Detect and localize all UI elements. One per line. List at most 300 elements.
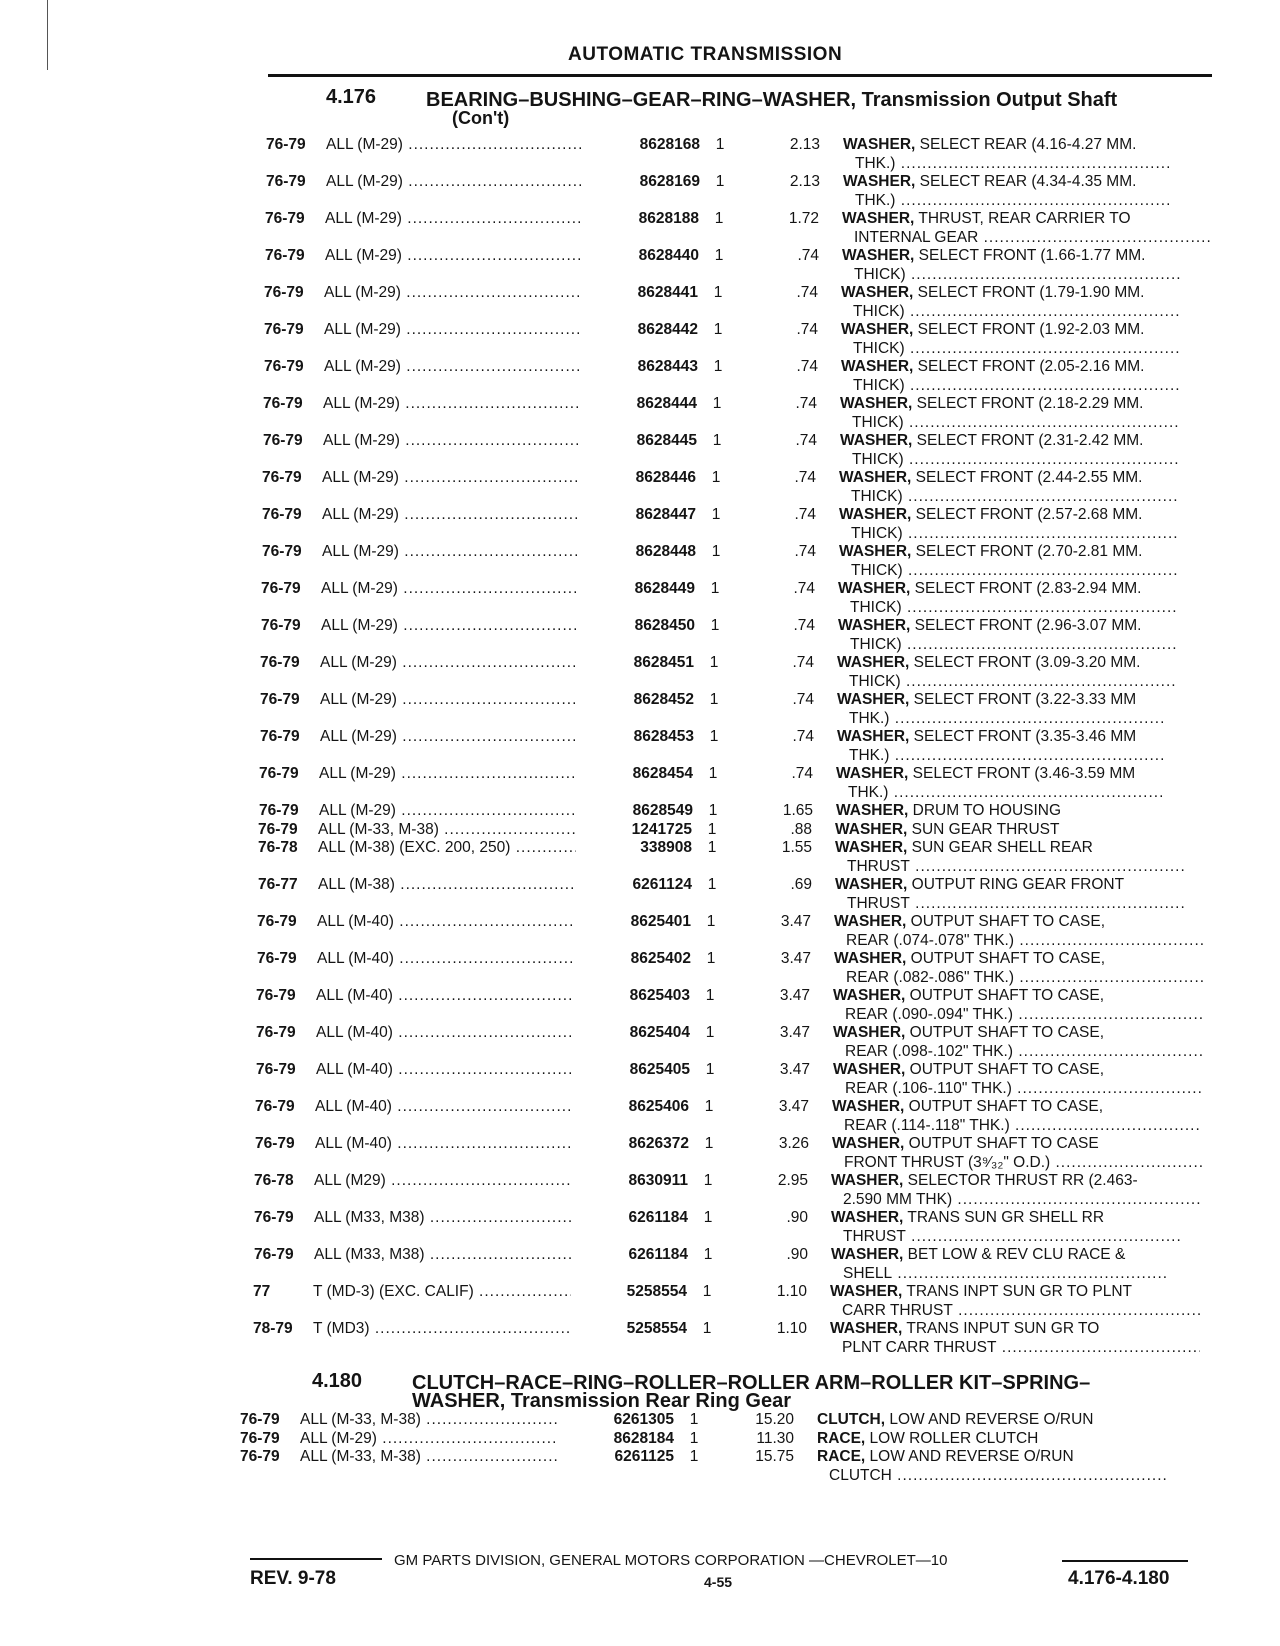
price: 2.13 xyxy=(789,136,820,153)
part-number: 8628184 xyxy=(613,1429,674,1447)
table-row xyxy=(0,1171,1268,1209)
description-name: WASHER, xyxy=(835,820,908,838)
part-number: 8628448 xyxy=(635,543,696,560)
description-line-2: REAR (.114-.118" THK.) ..... xyxy=(832,1116,1202,1135)
year-range: 76-79 xyxy=(240,1448,280,1465)
table-row xyxy=(0,468,1276,506)
quantity: 1 xyxy=(703,1172,713,1189)
part-description xyxy=(837,727,1207,765)
description-line-2: CLUTCH ..... xyxy=(817,1466,1187,1485)
description-line-1 xyxy=(831,1208,1201,1227)
table-row xyxy=(0,838,1272,876)
description-line-1 xyxy=(830,1319,1200,1338)
table-row xyxy=(0,320,1278,358)
year-range: 77 xyxy=(253,1283,271,1300)
table-row xyxy=(0,616,1275,654)
part-description xyxy=(830,1282,1200,1320)
quantity: 1 xyxy=(708,765,718,782)
description-name: RACE, xyxy=(817,1448,866,1465)
year-range: 76-79 xyxy=(256,1024,296,1041)
table-row xyxy=(0,1097,1269,1135)
table-row xyxy=(0,1319,1267,1357)
table-row xyxy=(0,820,1272,839)
year-range: 76-79 xyxy=(258,820,298,838)
part-description xyxy=(843,135,1213,173)
description-detail: SELECT REAR (4.34-4.35 MM. xyxy=(915,173,1137,190)
model-application: ALL (M-33, M-38) ..... xyxy=(300,1447,558,1466)
description-line-2: THK.) ..... xyxy=(836,783,1206,802)
table-row xyxy=(0,912,1271,950)
description-detail: SUN GEAR SHELL REAR xyxy=(907,839,1093,856)
price: .74 xyxy=(791,765,813,782)
price: .74 xyxy=(794,506,816,523)
price: .74 xyxy=(794,543,816,560)
description-detail: SELECT FRONT (1.79-1.90 MM. xyxy=(913,284,1145,301)
description-line-2: THICK) ..... xyxy=(838,635,1208,654)
model-application: ALL (M29) ..... xyxy=(314,1171,572,1190)
description-name: WASHER, xyxy=(834,913,907,930)
quantity: 1 xyxy=(689,1411,699,1428)
model-application: ALL (M-40) ..... xyxy=(315,1134,573,1153)
year-range: 76-79 xyxy=(262,506,302,523)
price: 1.65 xyxy=(782,802,813,819)
description-name: CLUTCH, xyxy=(817,1411,886,1428)
description-name: WASHER, xyxy=(830,1320,903,1337)
description-detail: LOW AND REVERSE O/RUN xyxy=(885,1411,1094,1428)
year-range: 76-79 xyxy=(259,802,299,819)
year-range: 76-77 xyxy=(258,876,298,893)
quantity: 1 xyxy=(714,210,724,227)
table-row xyxy=(0,1134,1269,1172)
year-range: 76-79 xyxy=(261,580,301,597)
quantity: 1 xyxy=(711,469,721,486)
part-description xyxy=(833,1060,1203,1098)
price: 3.47 xyxy=(780,950,811,967)
quantity: 1 xyxy=(712,432,722,449)
description-line-1 xyxy=(832,1134,1202,1153)
section-title-2-rest: Transmission Rear Ring Gear xyxy=(505,1390,791,1412)
model-application: T (MD-3) (EXC. CALIF) ..... xyxy=(313,1282,571,1301)
model-application: ALL (M-29) ..... xyxy=(323,431,581,450)
part-number: 338908 xyxy=(640,839,692,856)
model-application: ALL (M-40) ..... xyxy=(316,986,574,1005)
description-name: WASHER, xyxy=(842,247,915,264)
description-detail: SELECT FRONT (2.44-2.55 MM. xyxy=(911,469,1143,486)
description-name: WASHER, xyxy=(833,1024,906,1041)
quantity: 1 xyxy=(704,1135,714,1152)
description-name: WASHER, xyxy=(841,321,914,338)
part-number: 8625406 xyxy=(628,1098,689,1115)
description-line-1 xyxy=(837,653,1207,672)
model-application: ALL (M-29) ..... xyxy=(323,394,581,413)
part-description xyxy=(843,172,1213,210)
quantity: 1 xyxy=(712,395,722,412)
part-description xyxy=(842,209,1212,247)
part-description xyxy=(831,1208,1201,1246)
description-detail: LOW AND REVERSE O/RUN xyxy=(865,1448,1074,1465)
description-line-1 xyxy=(833,1023,1203,1042)
section-title-bold: BEARING–BUSHING–GEAR–RING–WASHER, xyxy=(426,89,857,111)
model-application: ALL (M-29) ..... xyxy=(300,1429,558,1448)
description-detail: SELECT FRONT (2.83-2.94 MM. xyxy=(910,580,1142,597)
description-line-1 xyxy=(843,172,1213,191)
price: 3.26 xyxy=(778,1135,809,1152)
description-line-1 xyxy=(836,801,1206,820)
price: 15.20 xyxy=(755,1411,794,1428)
model-application: ALL (M-33, M-38) ..... xyxy=(318,820,576,839)
part-description xyxy=(836,801,1206,820)
description-line-2: THICK) ..... xyxy=(841,376,1211,395)
price: .69 xyxy=(790,876,812,893)
description-name: WASHER, xyxy=(838,617,911,634)
description-line-1 xyxy=(835,838,1205,857)
description-line-1 xyxy=(831,1245,1201,1264)
price: 1.10 xyxy=(776,1320,807,1337)
part-description xyxy=(836,764,1206,802)
part-description xyxy=(839,542,1209,580)
description-line-1 xyxy=(817,1429,1187,1448)
part-description xyxy=(835,820,1205,839)
model-application: ALL (M-38) ..... xyxy=(318,875,576,894)
page-header-title: AUTOMATIC TRANSMISSION xyxy=(568,44,843,65)
description-name: WASHER, xyxy=(837,728,910,745)
part-number: 8625405 xyxy=(629,1061,690,1078)
price: 2.95 xyxy=(777,1172,808,1189)
description-name: WASHER, xyxy=(832,1135,905,1152)
quantity: 1 xyxy=(711,506,721,523)
price: .74 xyxy=(795,432,817,449)
table-row xyxy=(0,542,1276,580)
description-line-2: THK.) ..... xyxy=(843,154,1213,173)
description-detail: TRANS INPT SUN GR TO PLNT xyxy=(902,1283,1133,1300)
description-line-1 xyxy=(839,468,1209,487)
model-application: ALL (M-29) ..... xyxy=(324,320,582,339)
description-line-1 xyxy=(817,1410,1187,1429)
revision-label: REV. 9-78 xyxy=(250,1568,336,1589)
year-range: 76-79 xyxy=(265,210,305,227)
table-row xyxy=(0,1429,1254,1448)
description-name: WASHER, xyxy=(835,839,908,856)
quantity: 1 xyxy=(704,1098,714,1115)
model-application: ALL (M-29) ..... xyxy=(319,801,577,820)
quantity: 1 xyxy=(713,358,723,375)
part-number: 5258554 xyxy=(626,1320,687,1337)
part-number: 8625402 xyxy=(630,950,691,967)
price: .74 xyxy=(792,691,814,708)
quantity: 1 xyxy=(702,1320,712,1337)
description-line-2: THICK) ..... xyxy=(837,672,1207,691)
description-name: WASHER, xyxy=(839,543,912,560)
description-detail: OUTPUT RING GEAR FRONT xyxy=(907,876,1125,893)
part-number: 8628445 xyxy=(636,432,697,449)
price: .74 xyxy=(796,358,818,375)
description-line-1 xyxy=(840,394,1210,413)
description-name: WASHER, xyxy=(834,950,907,967)
year-range: 76-79 xyxy=(256,1061,296,1078)
table-row xyxy=(0,431,1277,469)
description-detail: TRANS SUN GR SHELL RR xyxy=(903,1209,1105,1226)
year-range: 76-79 xyxy=(257,913,297,930)
part-description xyxy=(841,357,1211,395)
description-name: WASHER, xyxy=(833,1061,906,1078)
model-application: ALL (M-40) ..... xyxy=(315,1097,573,1116)
year-range: 76-79 xyxy=(255,1135,295,1152)
description-name: WASHER, xyxy=(836,765,909,782)
description-line-2: THK.) ..... xyxy=(843,191,1213,210)
model-application: ALL (M-29) ..... xyxy=(322,468,580,487)
year-range: 76-79 xyxy=(262,543,302,560)
year-range: 76-79 xyxy=(266,136,306,153)
model-application: ALL (M-40) ..... xyxy=(317,912,575,931)
description-line-1 xyxy=(839,505,1209,524)
model-application: ALL (M-29) ..... xyxy=(326,135,584,154)
table-row xyxy=(0,801,1273,820)
description-line-2: THICK) ..... xyxy=(839,524,1209,543)
year-range: 76-79 xyxy=(261,617,301,634)
part-description xyxy=(837,653,1207,691)
quantity: 1 xyxy=(705,1061,715,1078)
description-line-2: THICK) ..... xyxy=(840,450,1210,469)
part-number: 8628450 xyxy=(634,617,695,634)
description-line-1 xyxy=(840,431,1210,450)
quantity: 1 xyxy=(703,1209,713,1226)
description-name: WASHER, xyxy=(838,580,911,597)
description-name: WASHER, xyxy=(840,395,913,412)
part-number: 8628453 xyxy=(633,728,694,745)
year-range: 78-79 xyxy=(253,1320,293,1337)
description-name: WASHER, xyxy=(831,1246,904,1263)
model-application: ALL (M-29) ..... xyxy=(319,764,577,783)
quantity: 1 xyxy=(706,950,716,967)
part-description xyxy=(834,949,1204,987)
part-description xyxy=(831,1171,1201,1209)
part-description xyxy=(831,1245,1201,1283)
quantity: 1 xyxy=(711,543,721,560)
part-description xyxy=(838,616,1208,654)
description-line-2: 2.590 MM THK) ..... xyxy=(831,1190,1201,1209)
price: .74 xyxy=(793,580,815,597)
table-row xyxy=(0,764,1273,802)
part-number: 8630911 xyxy=(628,1172,688,1189)
price: .74 xyxy=(795,395,817,412)
quantity: 1 xyxy=(709,654,719,671)
part-number: 8625401 xyxy=(630,913,691,930)
description-line-2: REAR (.082-.086" THK.) ..... xyxy=(834,968,1204,987)
year-range: 76-79 xyxy=(264,321,304,338)
section-title-2-bold: WASHER, xyxy=(412,1390,506,1412)
quantity: 1 xyxy=(715,173,725,190)
part-number: 5258554 xyxy=(626,1283,687,1300)
table-row xyxy=(0,1447,1254,1485)
description-detail: SELECT FRONT (1.66-1.77 MM. xyxy=(914,247,1146,264)
description-name: WASHER, xyxy=(841,358,914,375)
part-description xyxy=(835,875,1205,913)
description-detail: BET LOW & REV CLU RACE & xyxy=(903,1246,1126,1263)
table-row xyxy=(0,579,1275,617)
description-line-2: THK.) ..... xyxy=(837,746,1207,765)
price: .74 xyxy=(793,617,815,634)
part-number: 8628188 xyxy=(638,210,699,227)
description-line-1 xyxy=(834,912,1204,931)
description-detail: OUTPUT SHAFT TO CASE, xyxy=(905,1061,1105,1078)
description-line-1 xyxy=(833,1060,1203,1079)
table-row xyxy=(0,1245,1268,1283)
description-line-2: FRONT THRUST (3⁹⁄₃₂" O.D.) ..... xyxy=(832,1153,1202,1172)
quantity: 1 xyxy=(707,876,717,893)
table-row xyxy=(0,209,1279,247)
price: .74 xyxy=(797,247,819,264)
model-application: ALL (M-29) ..... xyxy=(320,653,578,672)
year-range: 76-79 xyxy=(260,691,300,708)
quantity: 1 xyxy=(714,247,724,264)
header-rule xyxy=(268,74,1212,77)
description-line-1 xyxy=(832,1097,1202,1116)
description-detail: OUTPUT SHAFT TO CASE, xyxy=(905,987,1105,1004)
part-number: 8628444 xyxy=(636,395,697,412)
part-description xyxy=(832,1097,1202,1135)
part-number: 8628449 xyxy=(634,580,695,597)
description-line-1 xyxy=(841,283,1211,302)
description-detail: OUTPUT SHAFT TO CASE xyxy=(904,1135,1099,1152)
description-line-1 xyxy=(817,1447,1187,1466)
description-detail: SUN GEAR THRUST xyxy=(907,820,1060,838)
year-range: 76-79 xyxy=(259,765,299,782)
price: 1.72 xyxy=(788,210,819,227)
quantity: 1 xyxy=(713,321,723,338)
price: 3.47 xyxy=(780,913,811,930)
description-detail: SELECT FRONT (3.22-3.33 MM xyxy=(909,691,1137,708)
part-number: 8628447 xyxy=(635,506,696,523)
section-range: 4.176-4.180 xyxy=(1068,1568,1170,1589)
part-description xyxy=(834,912,1204,950)
part-number: 8628549 xyxy=(632,802,693,819)
description-line-1 xyxy=(841,357,1211,376)
part-number: 8628451 xyxy=(633,654,694,671)
part-number: 8628454 xyxy=(632,765,693,782)
table-row xyxy=(0,690,1274,728)
description-name: WASHER, xyxy=(840,432,913,449)
quantity: 1 xyxy=(709,691,719,708)
year-range: 76-79 xyxy=(240,1411,280,1428)
model-application: T (MD3) ..... xyxy=(313,1319,571,1338)
description-name: WASHER, xyxy=(836,802,909,819)
part-description xyxy=(841,320,1211,358)
part-description xyxy=(833,1023,1203,1061)
year-range: 76-79 xyxy=(260,728,300,745)
year-range: 76-78 xyxy=(258,839,298,856)
description-line-2: PLNT CARR THRUST ..... xyxy=(830,1338,1200,1357)
part-description xyxy=(839,468,1209,506)
table-row xyxy=(0,986,1270,1024)
description-detail: OUTPUT SHAFT TO CASE, xyxy=(906,913,1106,930)
price: .90 xyxy=(786,1246,808,1263)
table-row xyxy=(0,246,1279,284)
model-application: ALL (M-29) ..... xyxy=(325,209,583,228)
description-line-1 xyxy=(841,320,1211,339)
description-line-2: THRUST ..... xyxy=(835,857,1205,876)
description-line-2: THRUST ..... xyxy=(835,894,1205,913)
table-row xyxy=(0,727,1274,765)
description-line-1 xyxy=(839,542,1209,561)
price: .74 xyxy=(792,654,814,671)
quantity: 1 xyxy=(706,913,716,930)
part-number: 8628442 xyxy=(637,321,698,338)
model-application: ALL (M-29) ..... xyxy=(320,727,578,746)
description-line-2: THK.) ..... xyxy=(837,709,1207,728)
part-number: 8626372 xyxy=(628,1135,689,1152)
year-range: 76-79 xyxy=(266,173,306,190)
table-row xyxy=(0,1023,1270,1061)
part-number: 6261305 xyxy=(613,1411,674,1428)
description-line-2: THICK) ..... xyxy=(841,339,1211,358)
description-line-1 xyxy=(835,875,1205,894)
description-line-2: THICK) ..... xyxy=(841,302,1211,321)
year-range: 76-79 xyxy=(254,1246,294,1263)
price: 3.47 xyxy=(778,1098,809,1115)
table-row xyxy=(0,505,1276,543)
price: .88 xyxy=(790,820,812,838)
description-detail: OUTPUT SHAFT TO CASE, xyxy=(906,950,1106,967)
table-row xyxy=(0,172,1280,210)
section-title-rest: Transmission Output Shaft xyxy=(856,89,1118,111)
model-application: ALL (M-29) ..... xyxy=(320,690,578,709)
model-application: ALL (M-29) ..... xyxy=(322,542,580,561)
model-application: ALL (M-33, M-38) ..... xyxy=(300,1410,558,1429)
model-application: ALL (M-29) ..... xyxy=(322,505,580,524)
description-detail: SELECT FRONT (1.92-2.03 MM. xyxy=(913,321,1145,338)
description-line-2: SHELL ..... xyxy=(831,1264,1201,1283)
price: .74 xyxy=(796,284,818,301)
description-name: WASHER, xyxy=(839,469,912,486)
table-row xyxy=(0,1282,1267,1320)
description-detail: SELECT FRONT (3.35-3.46 MM xyxy=(909,728,1137,745)
description-line-1 xyxy=(834,949,1204,968)
price: 15.75 xyxy=(755,1448,794,1465)
part-description xyxy=(817,1447,1187,1485)
model-application: ALL (M-29) ..... xyxy=(324,283,582,302)
table-row xyxy=(0,357,1278,395)
quantity: 1 xyxy=(708,802,718,819)
quantity: 1 xyxy=(689,1448,699,1465)
model-application: ALL (M33, M38) ..... xyxy=(314,1245,572,1264)
description-line-2: REAR (.090-.094" THK.) ..... xyxy=(833,1005,1203,1024)
table-row xyxy=(0,135,1280,173)
description-detail: THRUST, REAR CARRIER TO xyxy=(914,210,1131,227)
description-line-2: THICK) ..... xyxy=(840,413,1210,432)
description-name: WASHER, xyxy=(831,1172,904,1189)
year-range: 76-79 xyxy=(255,1098,295,1115)
description-line-1 xyxy=(833,986,1203,1005)
year-range: 76-78 xyxy=(254,1172,294,1189)
description-line-1 xyxy=(837,727,1207,746)
description-name: WASHER, xyxy=(843,136,916,153)
description-line-1 xyxy=(831,1171,1201,1190)
part-number: 8625403 xyxy=(629,987,690,1004)
quantity: 1 xyxy=(710,580,720,597)
part-description xyxy=(833,986,1203,1024)
margin-line xyxy=(47,0,48,70)
description-line-1 xyxy=(835,820,1205,839)
price: 2.13 xyxy=(789,173,820,190)
year-range: 76-79 xyxy=(265,247,305,264)
footer-publisher: GM PARTS DIVISION, GENERAL MOTORS CORPORATION —CHEVROLET—10 xyxy=(394,1552,948,1569)
price: 3.47 xyxy=(779,987,810,1004)
footer-rule-left xyxy=(250,1558,382,1560)
description-name: WASHER, xyxy=(831,1209,904,1226)
part-number: 6261184 xyxy=(628,1246,688,1263)
part-number: 8628446 xyxy=(635,469,696,486)
year-range: 76-79 xyxy=(254,1209,294,1226)
